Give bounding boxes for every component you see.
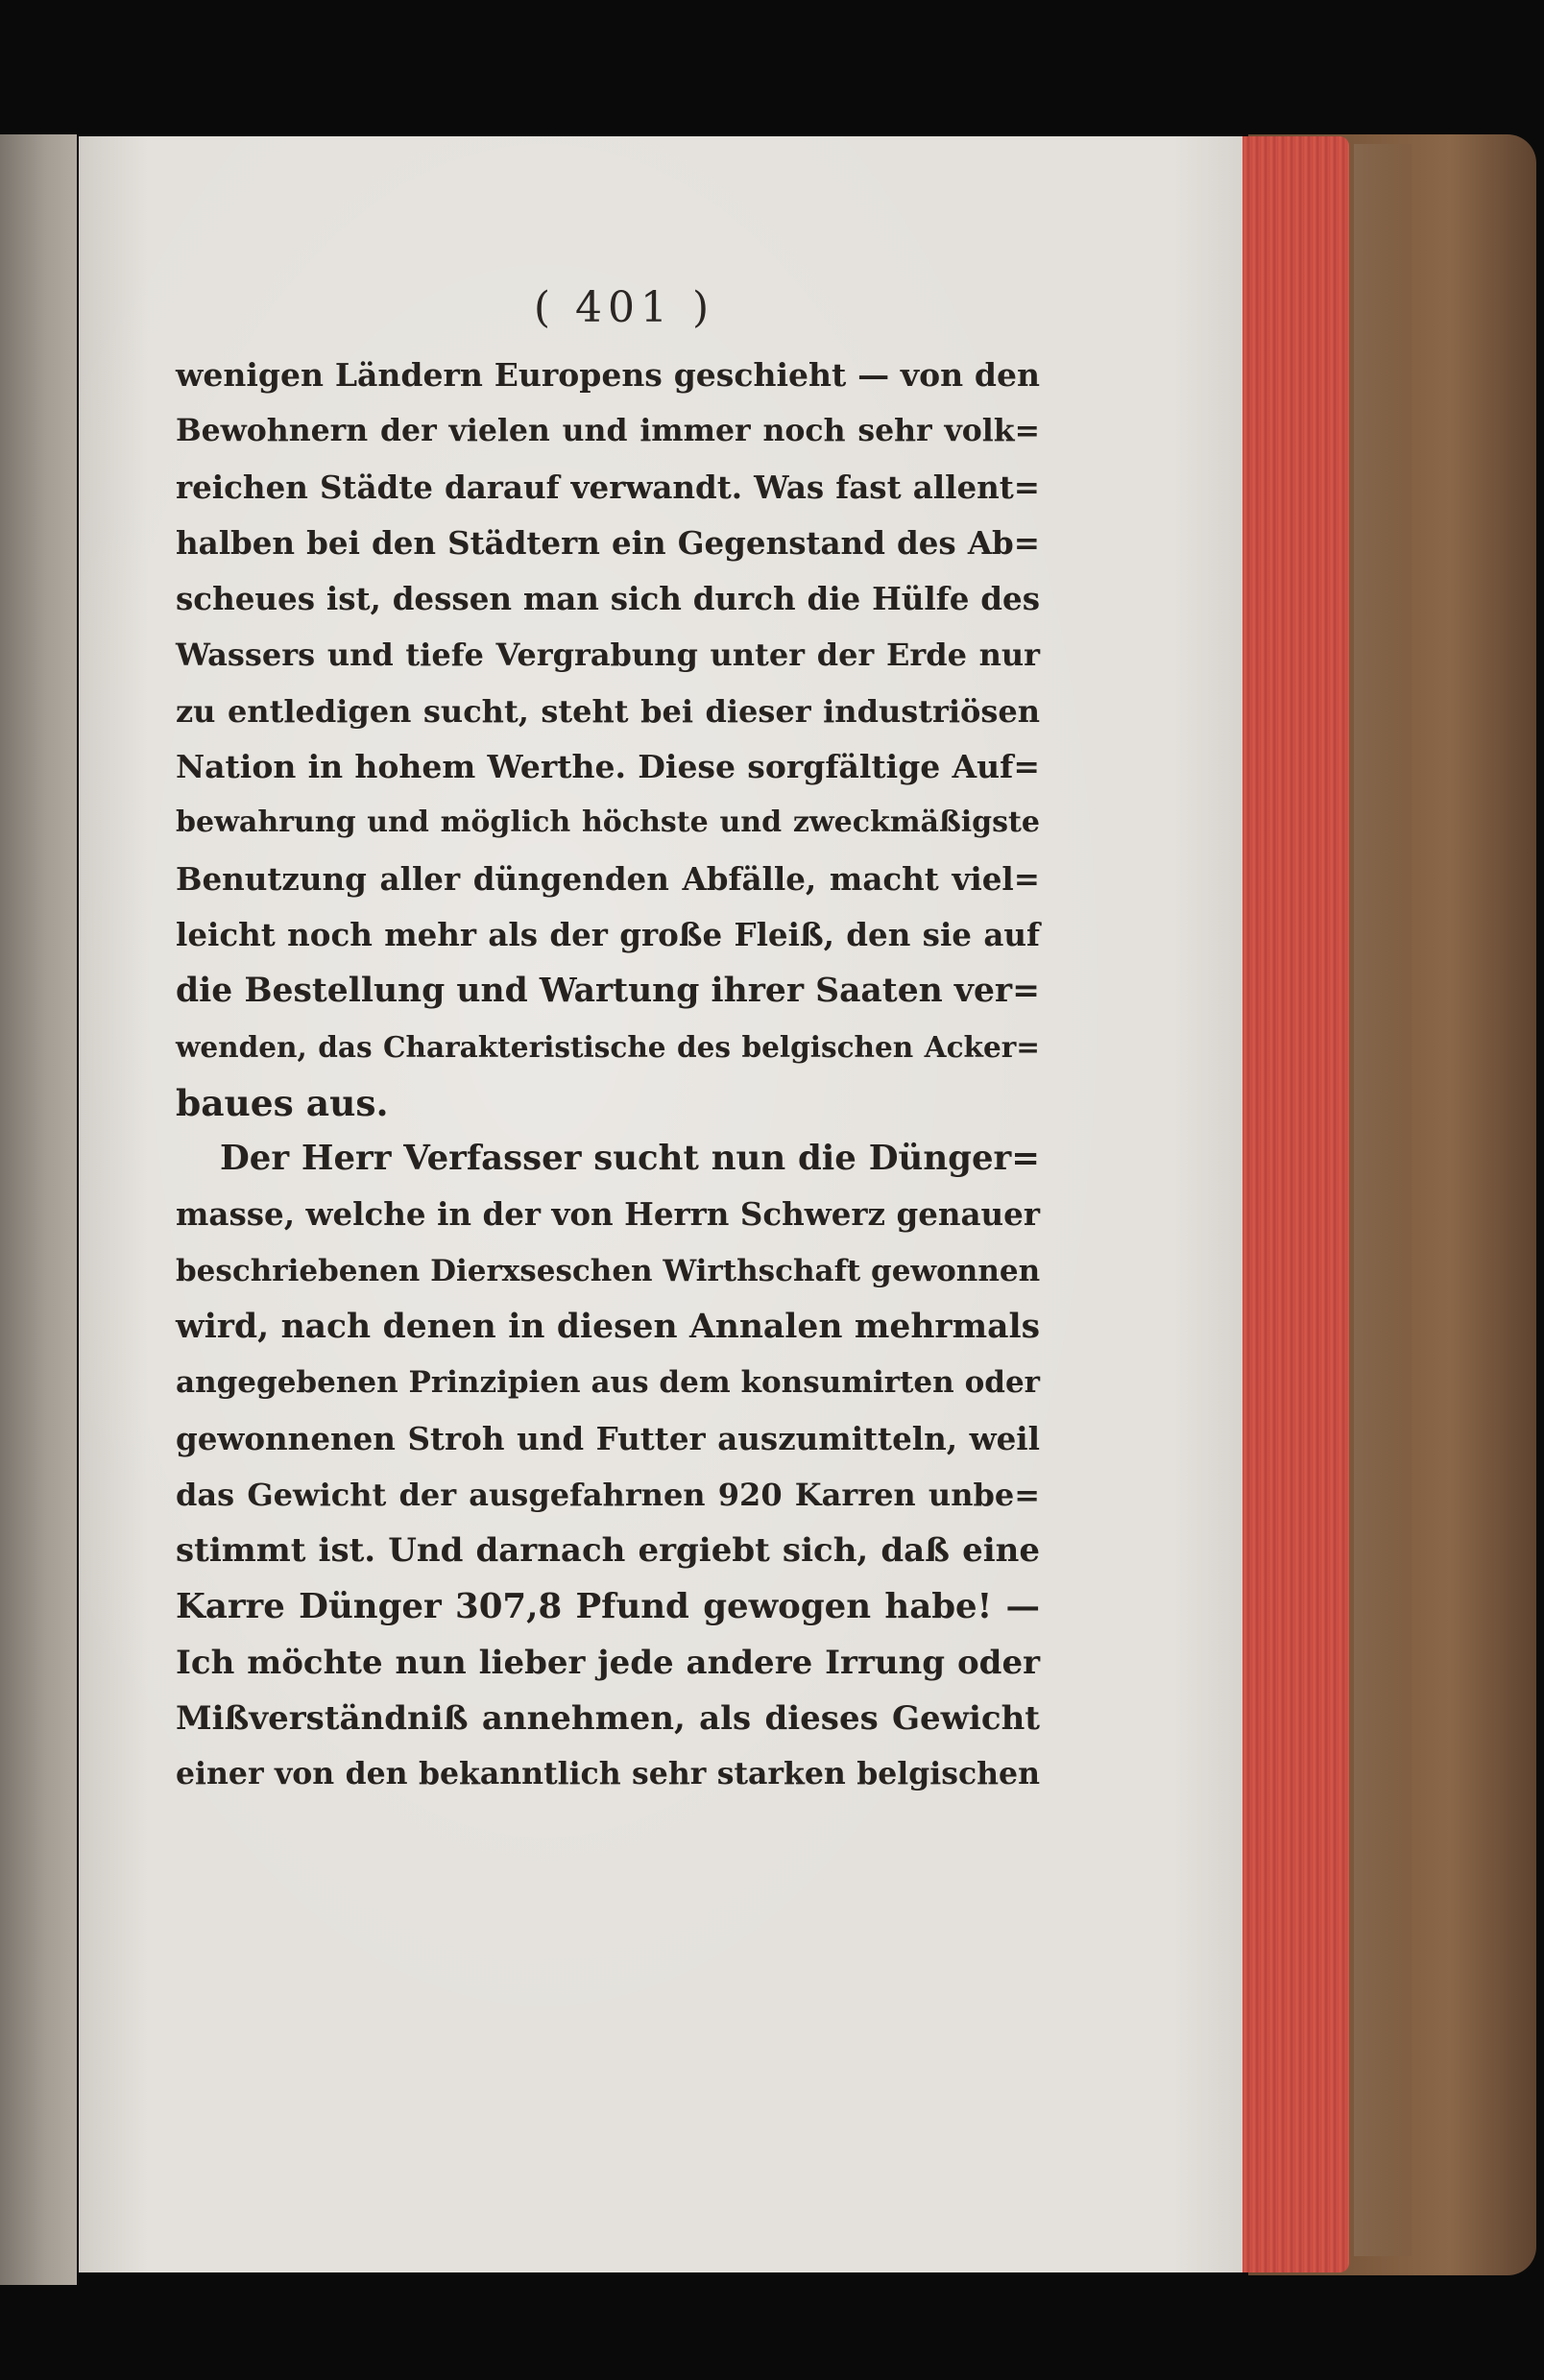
left-page-edge (0, 134, 77, 2285)
text-line: das Gewicht der ausgefahrnen 920 Karren unbe= (176, 1476, 1040, 1513)
text-line: zu entledigen sucht, steht bei dieser industriösen (176, 692, 1040, 730)
text-line: angegebenen Prinzipien aus dem konsumirten oder (176, 1365, 1040, 1401)
text-line: masse, welche in der von Herrn Schwerz genauer (176, 1195, 1040, 1234)
text-line: wenden, das Charakteristische des belgischen Acker= (176, 1029, 1040, 1064)
text-line: reichen Städte darauf verwandt. Was fast allent= (176, 468, 1040, 506)
text-line: baues aus. (176, 1081, 389, 1124)
page-text (176, 348, 1040, 1803)
text-line: wird, nach denen in diesen Annalen mehrmals (176, 1308, 1040, 1347)
text-line: wenigen Ländern Europens geschieht — von den (176, 356, 1040, 394)
text-line: Ich möchte nun lieber jede andere Irrung oder (176, 1643, 1040, 1682)
text-line: Mißverständniß annehmen, als dieses Gewicht (176, 1699, 1040, 1739)
cover-wear (1354, 144, 1411, 2256)
text-line: einer von den bekanntlich sehr starken belgischen (176, 1756, 1040, 1792)
red-page-edges (1234, 136, 1349, 2272)
text-line: Wassers und tiefe Vergrabung unter der Erde nur (176, 637, 1040, 674)
text-line: Benutzung aller düngenden Abfälle, macht viel= (176, 859, 1040, 898)
text-line: Der Herr Verfasser sucht nun die Dünger= (220, 1139, 1040, 1179)
text-line: leicht noch mehr als der große Fleiß, den sie auf (176, 915, 1040, 953)
text-line: gewonnenen Stroh und Futter auszumitteln, weil (176, 1419, 1040, 1457)
text-line: Nation in hohem Werthe. Diese sorgfältige Auf= (176, 748, 1040, 786)
text-line: bewahrung und möglich höchste und zweckmäßigste (176, 805, 1040, 840)
text-line: halben bei den Städtern ein Gegenstand des Ab= (176, 523, 1040, 562)
text-line: beschriebenen Dierxseschen Wirthschaft gewonnen (176, 1253, 1041, 1288)
text-line: scheues ist, dessen man sich durch die Hülfe des (176, 580, 1040, 618)
text-line: die Bestellung und Wartung ihrer Saaten ver= (176, 972, 1040, 1011)
page-number-header: ( 401 ) (533, 283, 715, 332)
text-line: Karre Dünger 307,8 Pfund gewogen habe! — (176, 1586, 1040, 1626)
text-line: stimmt ist. Und darnach ergiebt sich, daß eine (176, 1531, 1040, 1571)
text-line: Bewohnern der vielen und immer noch sehr volk= (176, 413, 1040, 449)
